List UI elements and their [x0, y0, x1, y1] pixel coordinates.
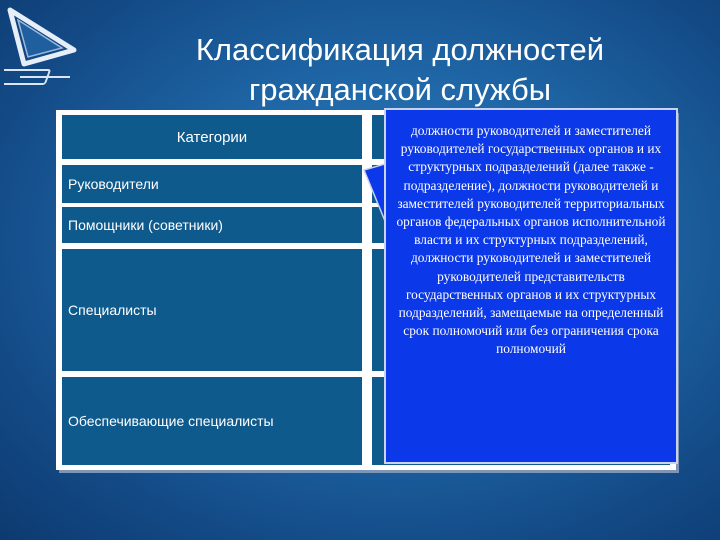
leaders-definition-callout: должности руководителей и заместителей руководителей государственных органов и их структурных подразделений (далее также - подразделение), должности руководителей и заместителей руководителей территориальных органов федеральных органов исполнительной власти и их структурных подразделений, должности руководителей и заместителей руководителей представительств государственных органов и их структурных подразделений, замещаемые на определенный срок полномочий или без ограничения срока полномочий: [384, 108, 678, 464]
category-row-assistants: Помощники (советники): [62, 207, 362, 243]
title-line-2: гражданской службы: [248, 72, 552, 107]
table-header-categories: Категории: [62, 115, 362, 159]
category-row-support-specialists: Обеспечивающие специалисты: [62, 377, 362, 465]
category-row-leaders: Руководители: [62, 165, 362, 203]
page-title: [110, 30, 690, 110]
agency-emblem-icon: [4, 4, 82, 96]
title-line-1: Классификация должностей: [195, 32, 605, 67]
category-row-specialists: Специалисты: [62, 249, 362, 371]
